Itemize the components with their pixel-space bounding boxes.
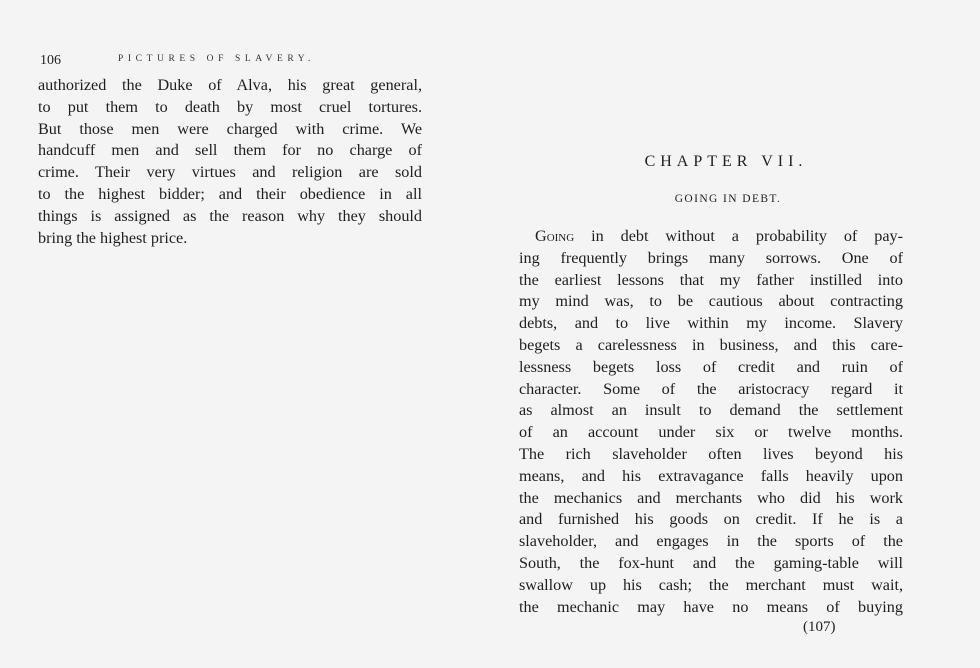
text-line: of an account under six or twelve months.	[519, 423, 903, 442]
text-line: debts, and to live within my income. Slavery	[519, 314, 903, 333]
text-line: begets a carelessness in business, and this care-	[519, 335, 903, 354]
text-line: slaveholder, and engages in the sports of the	[519, 532, 903, 551]
text-line: crime. Their very virtues and religion are sold	[38, 163, 422, 182]
text-line: lessness begets loss of credit and ruin of	[519, 357, 903, 376]
first-text-line	[519, 226, 903, 248]
text-line: character. Some of the aristocracy regard it	[519, 379, 903, 398]
text-line: The rich slaveholder often lives beyond his	[519, 444, 903, 463]
text-line: means, and his extravagance falls heavily upon	[519, 466, 903, 485]
text-line: to put them to death by most cruel tortures.	[38, 97, 422, 116]
text-line: authorized the Duke of Alva, his great general,	[38, 76, 422, 94]
running-head	[38, 53, 422, 69]
text-line: South, the fox-hunt and the gaming-table will	[519, 553, 903, 572]
text-line: swallow up his cash; the merchant must wait,	[519, 575, 903, 594]
page-number-footer: (107)	[803, 619, 836, 635]
left-page-body	[38, 75, 422, 249]
right-page-body	[519, 226, 903, 618]
first-line-text: in debt without a probability of pay-	[591, 227, 904, 245]
page-number: 106	[40, 53, 61, 68]
text-line: to the highest bidder; and their obedience in all	[38, 184, 422, 203]
text-line: as almost an insult to demand the settlement	[519, 401, 903, 420]
drop-word: Going	[535, 227, 575, 245]
text-line: things is assigned as the reason why they should	[38, 206, 422, 225]
text-line: bring the highest price.	[38, 228, 188, 247]
chapter-subtitle: GOING IN DEBT.	[674, 193, 782, 205]
text-line: and furnished his goods on credit. If he is a	[519, 510, 903, 529]
text-line: my mind was, to be cautious about contracting	[519, 292, 903, 311]
text-line: But those men were charged with crime. We	[38, 119, 422, 138]
text-line: handcuff men and sell them for no charge of	[38, 141, 422, 160]
running-head-title: PICTURES OF SLAVERY.	[118, 54, 315, 64]
text-line: the earliest lessons that my father instilled into	[519, 270, 903, 289]
text-line: ing frequently brings many sorrows. One of	[519, 248, 903, 267]
chapter-title: CHAPTER VII.	[644, 153, 808, 170]
text-line: the mechanics and merchants who did his work	[519, 488, 903, 507]
text-line: the mechanic may have no means of buying	[519, 597, 903, 616]
